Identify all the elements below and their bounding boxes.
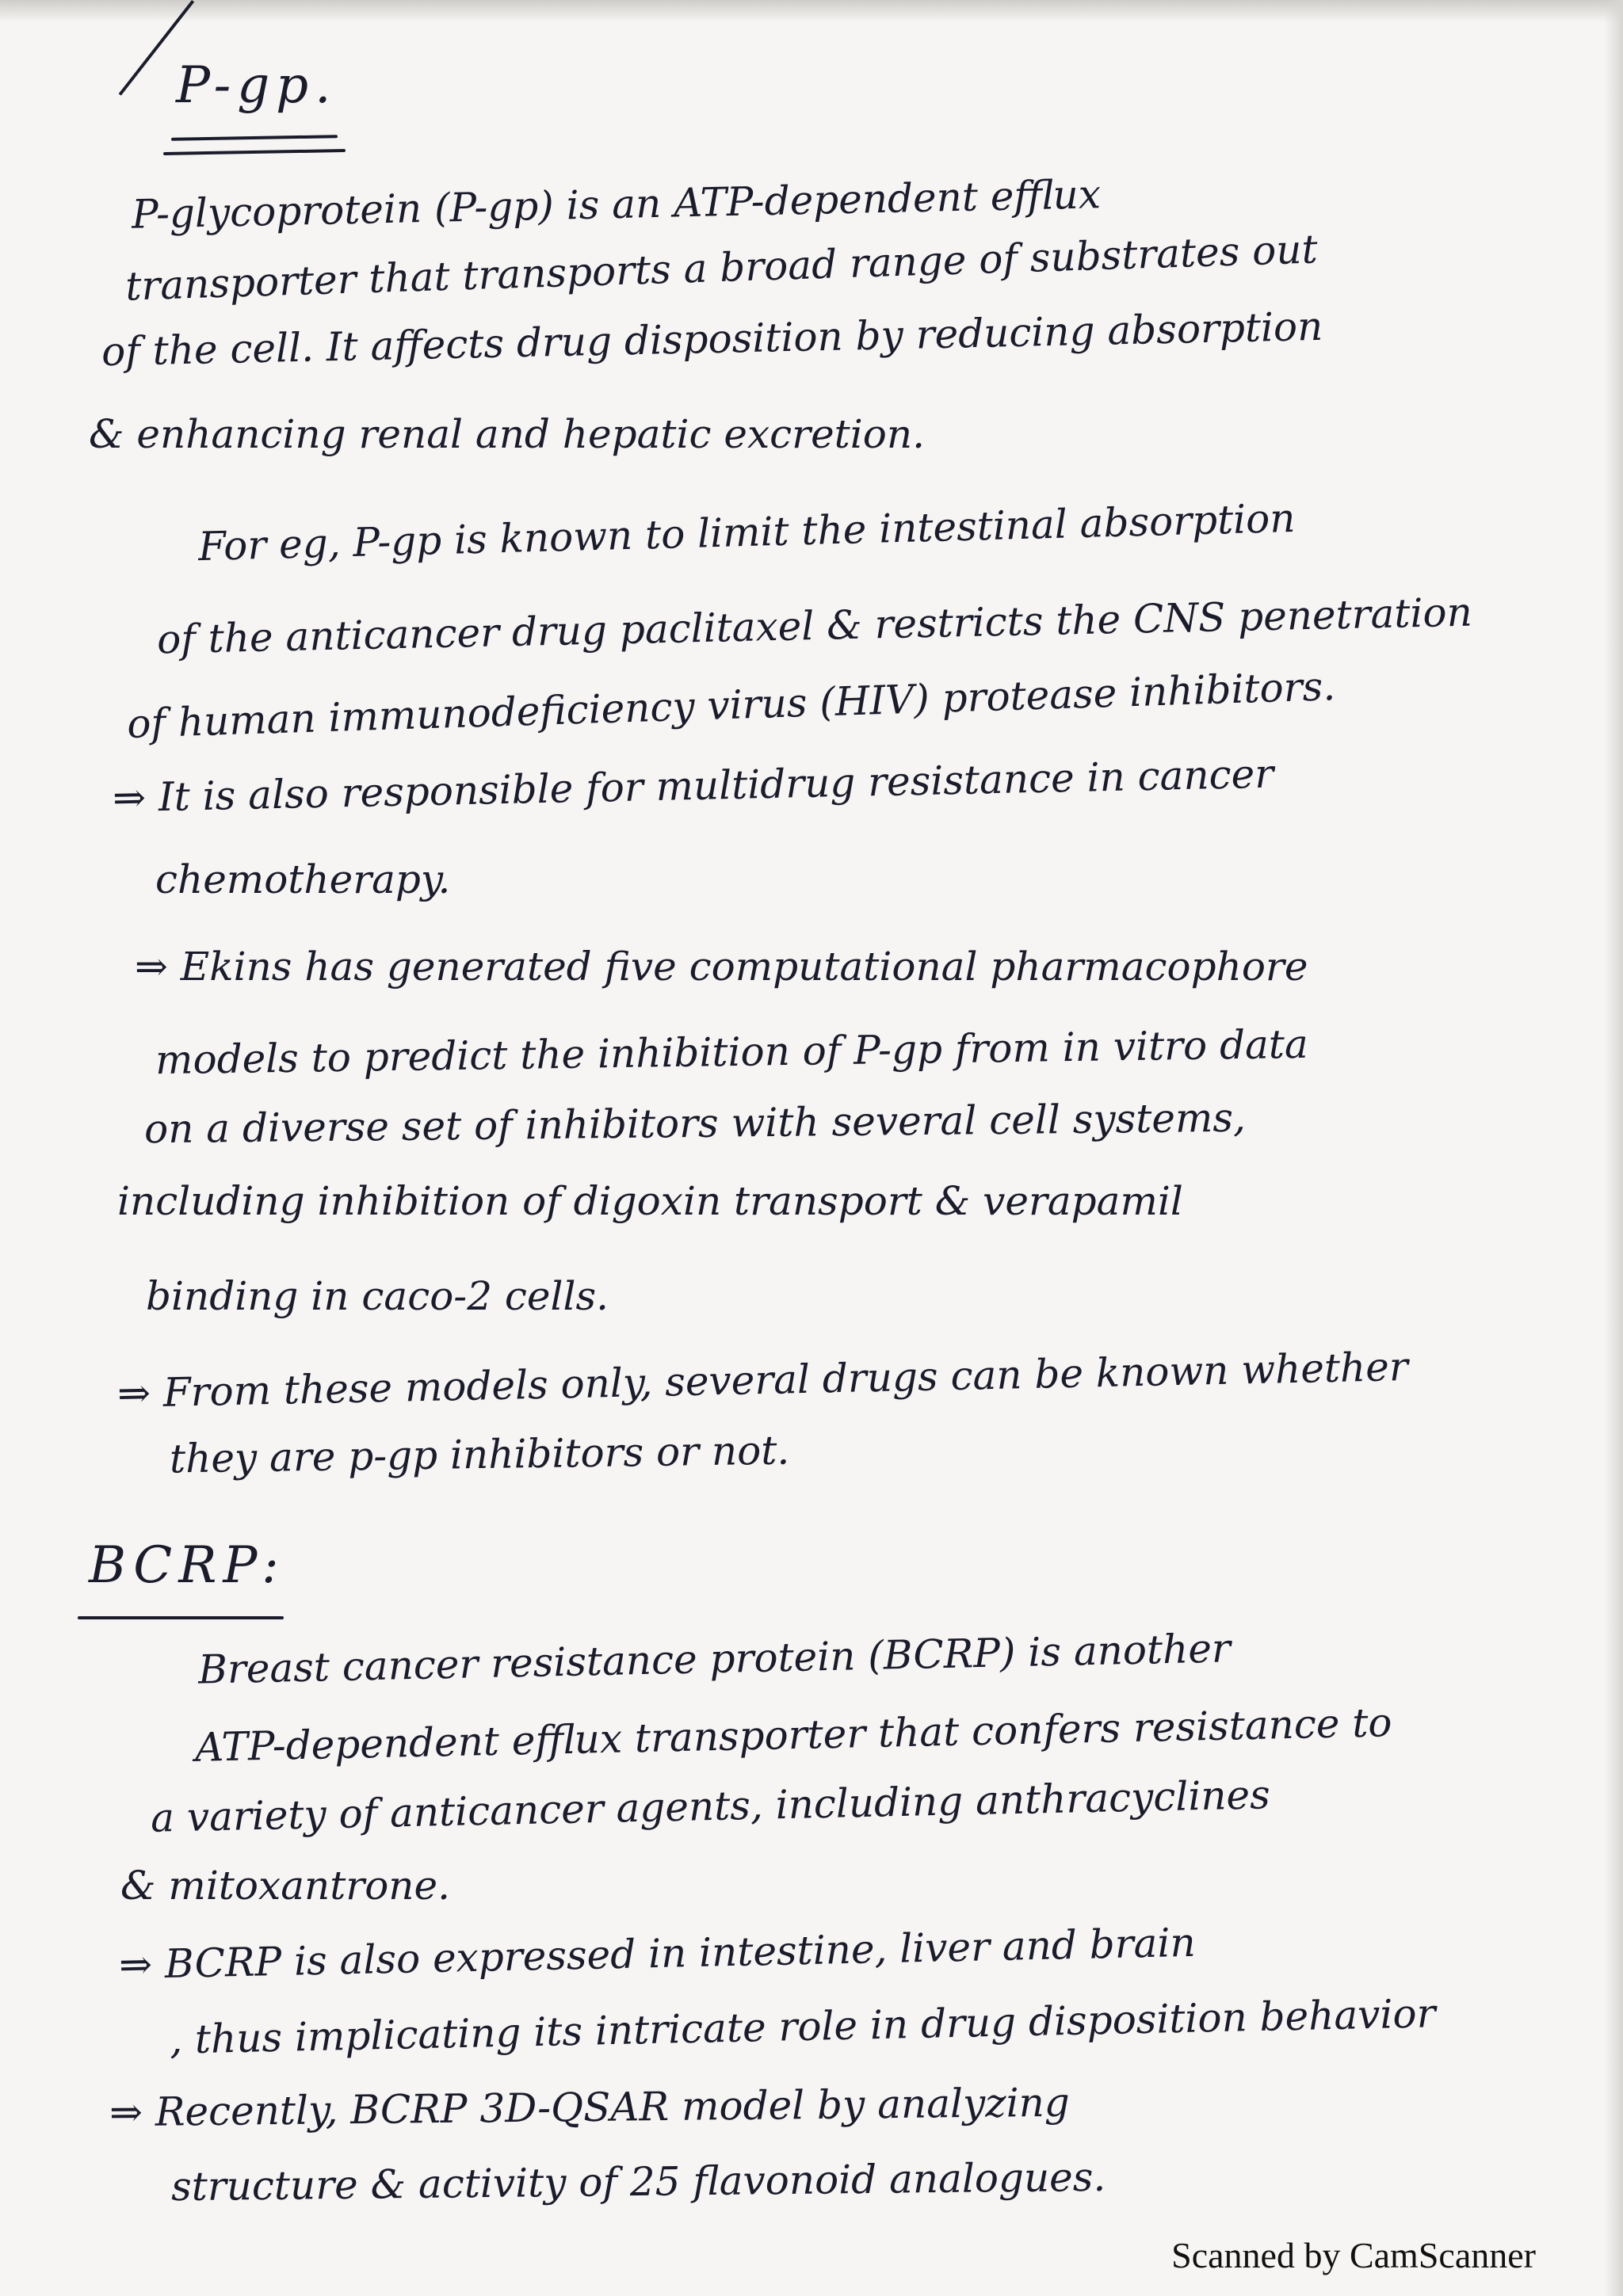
text-line: & enhancing renal and hepatic excretion. [89,411,925,457]
text-line: of human immunodeficiency virus (HIV) protease inhibitors. [126,663,1336,747]
text-line: P-glycoprotein (P-gp) is an ATP-dependent efflux [131,171,1102,238]
text-line: ATP-dependent efflux transporter that confers resistance to [194,1699,1393,1771]
text-line: ⇒ Ekins has generated five computational pharmacophore [135,944,1308,990]
page-right-edge [1604,0,1623,2296]
page-top-edge [0,0,1623,22]
text-line: on a diverse set of inhibitors with several cell systems, [143,1094,1247,1153]
text-line: & mitoxantrone. [120,1863,450,1909]
text-line: For eg, P-gp is known to limit the intestinal absorption [197,494,1296,570]
scanner-watermark: Scanned by CamScanner [1171,2235,1536,2275]
text-line: chemotherapy. [155,856,451,902]
text-line: structure & activity of 25 flavonoid analogues. [170,2153,1106,2210]
text-line: of the anticancer drug paclitaxel & restricts the CNS penetration [156,589,1473,663]
text-line: ⇒ It is also responsible for multidrug resistance in cancer [112,750,1274,822]
section-heading-bcrp: BCRP: [89,1536,285,1595]
text-line: binding in caco-2 cells. [146,1273,609,1319]
text-line: they are p-gp inhibitors or not. [169,1427,790,1482]
text-line: transporter that transports a broad range of substrates out [124,226,1319,310]
text-line: ⇒ BCRP is also expressed in intestine, liver and brain [118,1919,1197,1989]
text-line: models to predict the inhibition of P-gp from in vitro data [155,1020,1309,1084]
section-heading-pgp: P-gp. [176,56,338,115]
text-line: including inhibition of digoxin transport & verapamil [117,1178,1183,1224]
text-line: Breast cancer resistance protein (BCRP) is another [197,1625,1232,1693]
text-line: a variety of anticancer agents, including anthracyclines [150,1772,1271,1841]
text-line: of the cell. It affects drug disposition by reducing absorption [101,303,1323,376]
heading-underline [78,1616,284,1619]
heading-underline [163,149,346,155]
heading-underline [171,135,338,141]
text-line: ⇒ From these models only, several drugs can be known whether [116,1343,1409,1417]
text-line: ⇒ Recently, BCRP 3D-QSAR model by analyzing [109,2079,1071,2136]
text-line: , thus implicating its intricate role in drug disposition behavior [169,1990,1436,2063]
